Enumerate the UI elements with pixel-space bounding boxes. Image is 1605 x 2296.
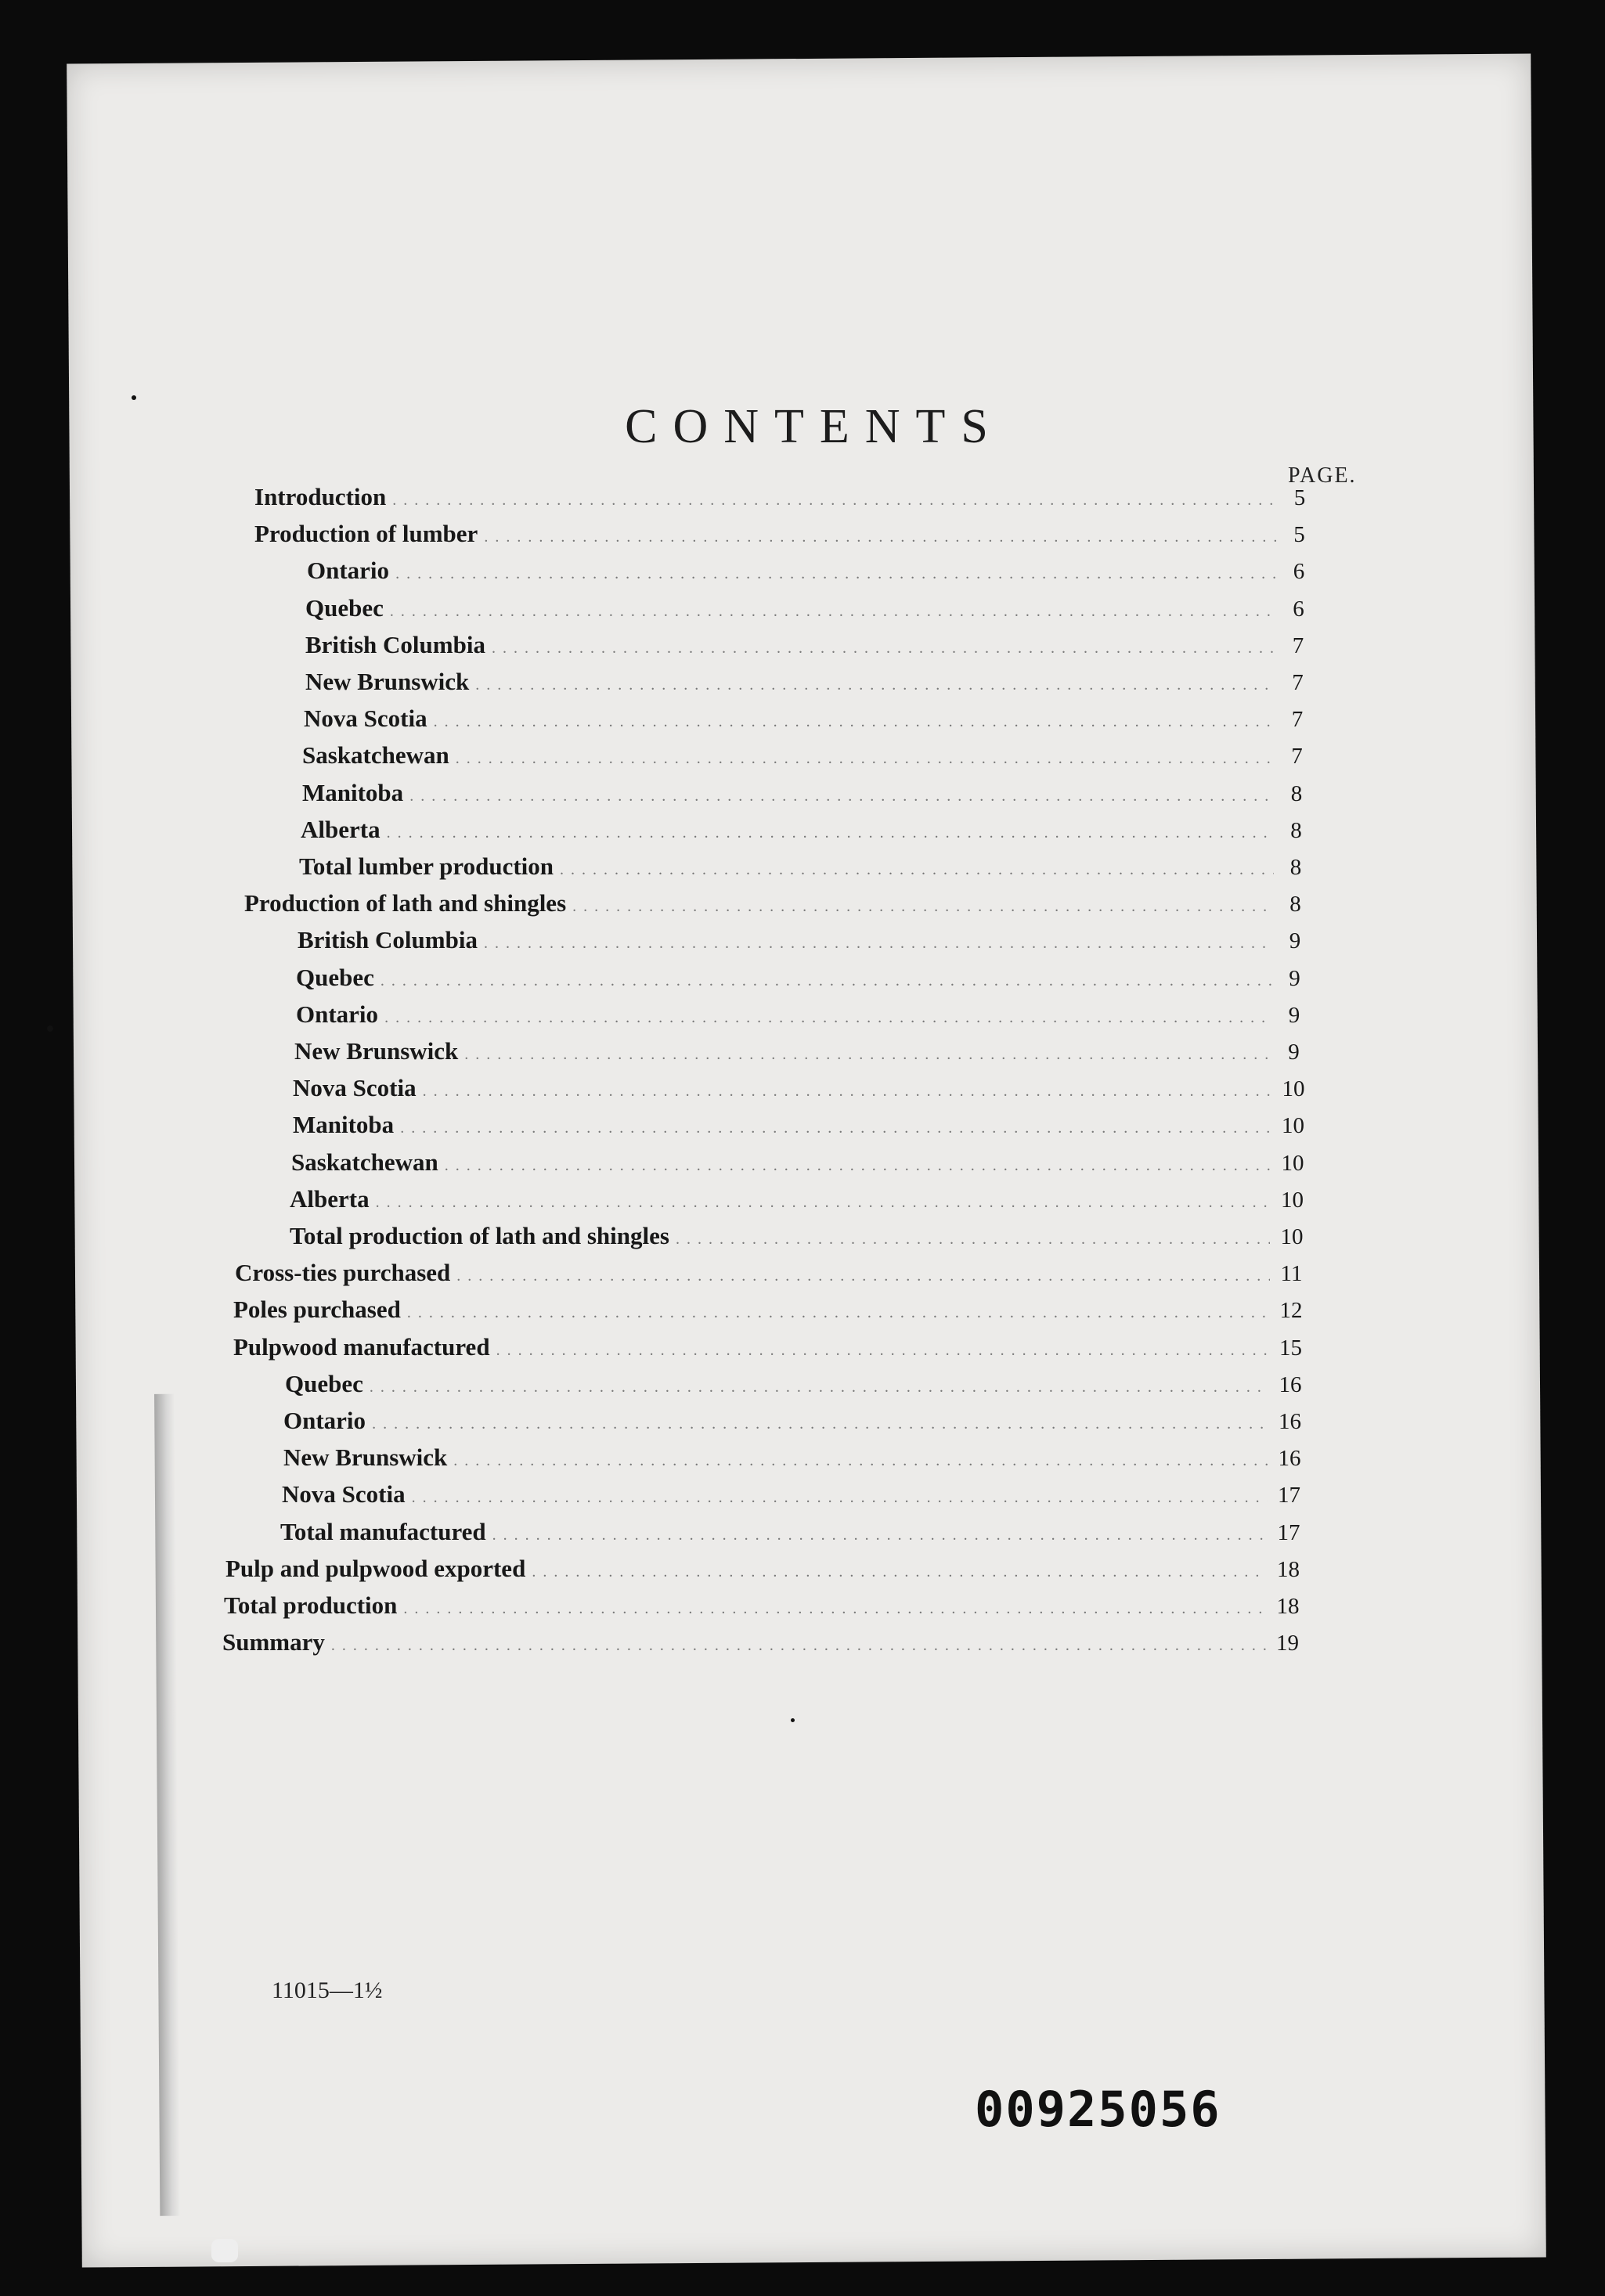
toc-entry-label: Poles purchased — [233, 1296, 401, 1324]
dot-leader — [376, 1194, 1271, 1212]
toc-entry — [296, 964, 1311, 998]
toc-entry-label: Production of lath and shingles — [244, 889, 567, 917]
dot-leader — [572, 898, 1273, 916]
toc-entry-page: 10 — [1280, 1224, 1304, 1249]
toc-entry-label: New Brunswick — [283, 1444, 448, 1472]
toc-entry-page: 7 — [1292, 670, 1304, 695]
toc-entry — [283, 1444, 1305, 1478]
toc-entry — [302, 741, 1313, 776]
toc-entry-page: 8 — [1290, 780, 1303, 806]
toc-entry-page: 5 — [1293, 522, 1305, 548]
toc-entry — [282, 1480, 1305, 1515]
dot-leader — [496, 1342, 1269, 1360]
toc-entry-page: 17 — [1277, 1519, 1300, 1545]
toc-entry — [233, 1333, 1307, 1368]
toc-entry — [296, 1000, 1310, 1035]
toc-entry-label: Quebec — [305, 593, 384, 622]
toc-entry — [302, 779, 1312, 813]
toc-entry — [293, 1074, 1309, 1108]
dot-leader — [381, 972, 1273, 990]
toc-entry-page: 9 — [1288, 1002, 1300, 1028]
toc-entry-page: 10 — [1281, 1187, 1304, 1213]
toc-entry — [304, 705, 1313, 739]
dot-leader — [403, 1600, 1266, 1618]
dot-leader — [407, 1304, 1269, 1322]
print-code: 11015—1½ — [272, 1977, 383, 2003]
dot-leader — [445, 1157, 1271, 1175]
dot-leader — [370, 1379, 1268, 1397]
toc-entry — [290, 1185, 1308, 1220]
toc-entry-label: Quebec — [296, 963, 374, 991]
contents-title: CONTENTS — [625, 399, 1004, 453]
toc-entry-page: 10 — [1282, 1076, 1305, 1102]
toc-entry-label: Manitoba — [293, 1111, 395, 1139]
toc-entry-page: 12 — [1279, 1298, 1303, 1324]
toc-entry — [283, 1407, 1306, 1441]
toc-entry — [299, 852, 1311, 887]
toc-entry-label: Saskatchewan — [302, 741, 449, 770]
toc-entry-label: Ontario — [307, 557, 390, 585]
dot-leader — [384, 1009, 1272, 1027]
dot-leader — [372, 1415, 1268, 1433]
toc-entry-page: 7 — [1291, 707, 1304, 733]
toc-entry-page: 8 — [1290, 817, 1302, 843]
toc-entry — [305, 594, 1315, 629]
dot-leader — [331, 1637, 1266, 1655]
toc-entry-label: British Columbia — [298, 926, 478, 954]
toc-entry-label: Total production of lath and shingles — [290, 1222, 669, 1249]
toc-entry-page: 9 — [1289, 928, 1301, 954]
toc-entry-page: 11 — [1280, 1261, 1303, 1287]
toc-entry-label: Alberta — [290, 1184, 370, 1213]
toc-entry-label: Cross-ties purchased — [235, 1259, 451, 1287]
dot-leader — [492, 640, 1276, 658]
toc-entry — [293, 1111, 1309, 1145]
toc-entry — [254, 483, 1315, 517]
toc-entry-label: Ontario — [296, 1000, 379, 1028]
toc-entry — [307, 557, 1315, 591]
toc-entry-label: Introduction — [254, 483, 387, 510]
toc-entry — [244, 889, 1311, 924]
toc-entry-page: 16 — [1279, 1371, 1302, 1397]
dot-leader — [464, 1046, 1271, 1064]
dot-leader — [392, 492, 1278, 510]
toc-entry-page: 18 — [1276, 1594, 1300, 1619]
toc-entry-label: British Columbia — [305, 630, 485, 658]
scan-speck — [791, 1718, 795, 1722]
dot-leader — [484, 935, 1273, 953]
dot-leader — [453, 1452, 1268, 1470]
toc-entry — [254, 520, 1315, 554]
dot-leader — [387, 824, 1275, 842]
dot-leader — [560, 861, 1274, 879]
toc-entry-page: 10 — [1282, 1113, 1304, 1139]
dot-leader — [456, 750, 1275, 768]
toc-entry-page: 15 — [1279, 1335, 1302, 1361]
toc-entry-label: Total production — [224, 1591, 398, 1619]
dot-leader — [395, 565, 1277, 583]
toc-entry-page: 9 — [1289, 965, 1300, 991]
toc-entry-page: 7 — [1291, 744, 1303, 770]
toc-entry-page: 18 — [1277, 1556, 1300, 1582]
dot-leader — [484, 528, 1277, 546]
toc-entry-page: 19 — [1276, 1631, 1299, 1656]
toc-entry-page: 7 — [1292, 633, 1304, 658]
toc-entry-page: 8 — [1289, 855, 1302, 880]
toc-entry-page: 16 — [1278, 1446, 1301, 1472]
scan-speck — [132, 395, 136, 400]
toc-entry-label: Ontario — [283, 1407, 366, 1434]
toc-entry-label: Total lumber production — [299, 852, 554, 880]
toc-entry-page: 16 — [1279, 1409, 1301, 1434]
toc-entry-page: 8 — [1289, 892, 1301, 917]
dot-leader — [492, 1526, 1267, 1544]
dot-leader — [412, 1489, 1268, 1507]
toc-entry-page: 10 — [1281, 1150, 1304, 1176]
dot-leader — [434, 713, 1275, 731]
dot-leader — [475, 676, 1275, 694]
toc-entry-page: 17 — [1278, 1483, 1300, 1508]
toc-entry — [305, 631, 1314, 665]
toc-entry — [222, 1628, 1304, 1663]
toc-entry-label: New Brunswick — [294, 1037, 459, 1065]
dot-leader — [409, 788, 1275, 806]
toc-entry-page: 6 — [1293, 559, 1305, 585]
toc-entry-label: Manitoba — [302, 778, 404, 806]
toc-entry — [224, 1591, 1304, 1626]
toc-entry — [233, 1296, 1307, 1330]
toc-entry — [285, 1370, 1306, 1404]
toc-entry-label: Alberta — [301, 815, 381, 843]
toc-entry — [298, 926, 1311, 961]
scan-speck — [211, 2239, 238, 2262]
toc-entry-label: Pulp and pulpwood exported — [225, 1554, 526, 1582]
toc-entry — [225, 1555, 1304, 1589]
toc-entry-label: New Brunswick — [305, 668, 470, 695]
toc-entry-label: Total manufactured — [280, 1517, 486, 1545]
page-column-heading: PAGE. — [1288, 463, 1357, 488]
toc-entry — [291, 1148, 1308, 1183]
serial-number: 00925056 — [975, 2081, 1221, 2138]
toc-entry — [294, 1037, 1310, 1072]
dot-leader — [423, 1083, 1271, 1101]
toc-entry-label: Summary — [222, 1628, 325, 1656]
toc-entry-page: 9 — [1288, 1040, 1300, 1065]
dot-leader — [456, 1267, 1269, 1285]
toc-entry-page: 6 — [1293, 596, 1304, 622]
dot-leader — [676, 1231, 1270, 1249]
toc-entry — [305, 668, 1314, 702]
toc-entry — [301, 816, 1312, 850]
dot-leader — [532, 1563, 1266, 1581]
toc-entry-label: Production of lumber — [254, 520, 478, 548]
toc-entry-label: Saskatchewan — [291, 1148, 438, 1176]
scan-speck — [47, 1025, 53, 1032]
dot-leader — [400, 1119, 1271, 1137]
toc-entry-label: Nova Scotia — [304, 705, 427, 733]
dot-leader — [390, 603, 1277, 621]
toc-entry — [290, 1222, 1307, 1256]
toc-entry — [235, 1259, 1307, 1293]
toc-entry-label: Pulpwood manufactured — [233, 1332, 490, 1361]
toc-entry-page: 5 — [1293, 485, 1306, 510]
toc-entry-label: Quebec — [285, 1369, 363, 1397]
toc-entry — [280, 1518, 1304, 1552]
toc-entry-label: Nova Scotia — [282, 1480, 406, 1508]
toc-entry-label: Nova Scotia — [293, 1074, 417, 1102]
